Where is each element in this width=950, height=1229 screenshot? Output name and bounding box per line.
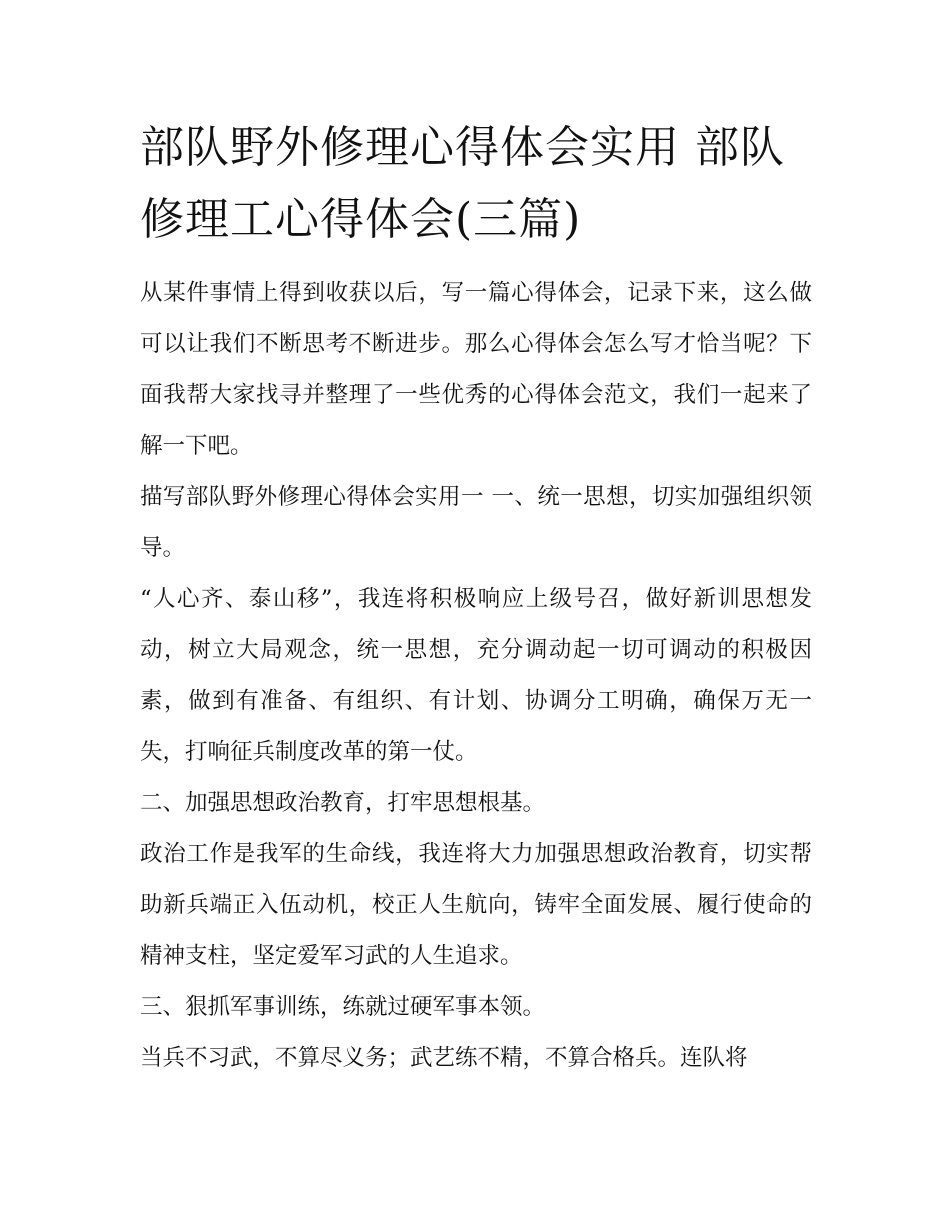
section-one-heading: 描写部队野外修理心得体会实用一 一、统一思想，切实加强组织领导。 xyxy=(140,484,812,561)
document-title: 部队野外修理心得体会实用 部队修理工心得体会(三篇) xyxy=(140,122,785,245)
section-three-paragraph: 当兵不习武，不算尽义务；武艺练不精，不算合格兵。连队将 xyxy=(140,1045,748,1071)
section-two-paragraph: 政治工作是我军的生命线，我连将大力加强思想政治教育，切实帮助新兵端正入伍动机，校正人生航向，铸牢全面发展、履行使命的精神支柱，坚定爱军习武的人生追求。 xyxy=(140,841,812,969)
section-one-paragraph: “人心齐、泰山移”，我连将积极响应上级号召，做好新训思想发动，树立大局观念，统一思想，充分调动起一切可调动的积极因素，做到有准备、有组织、有计划、协调分工明确，确保万无一失，打响征兵制度改革的第一仗。 xyxy=(140,586,812,765)
intro-paragraph: 从某件事情上得到收获以后，写一篇心得体会，记录下来，这么做可以让我们不断思考不断进步。那么心得体会怎么写才恰当呢？下面我帮大家找寻并整理了一些优秀的心得体会范文，我们一起来了解一下吧。 xyxy=(140,280,812,459)
document-body xyxy=(140,112,812,1084)
section-three-heading: 三、狠抓军事训练，练就过硬军事本领。 xyxy=(140,994,546,1020)
section-two-heading: 二、加强思想政治教育，打牢思想根基。 xyxy=(140,790,546,816)
